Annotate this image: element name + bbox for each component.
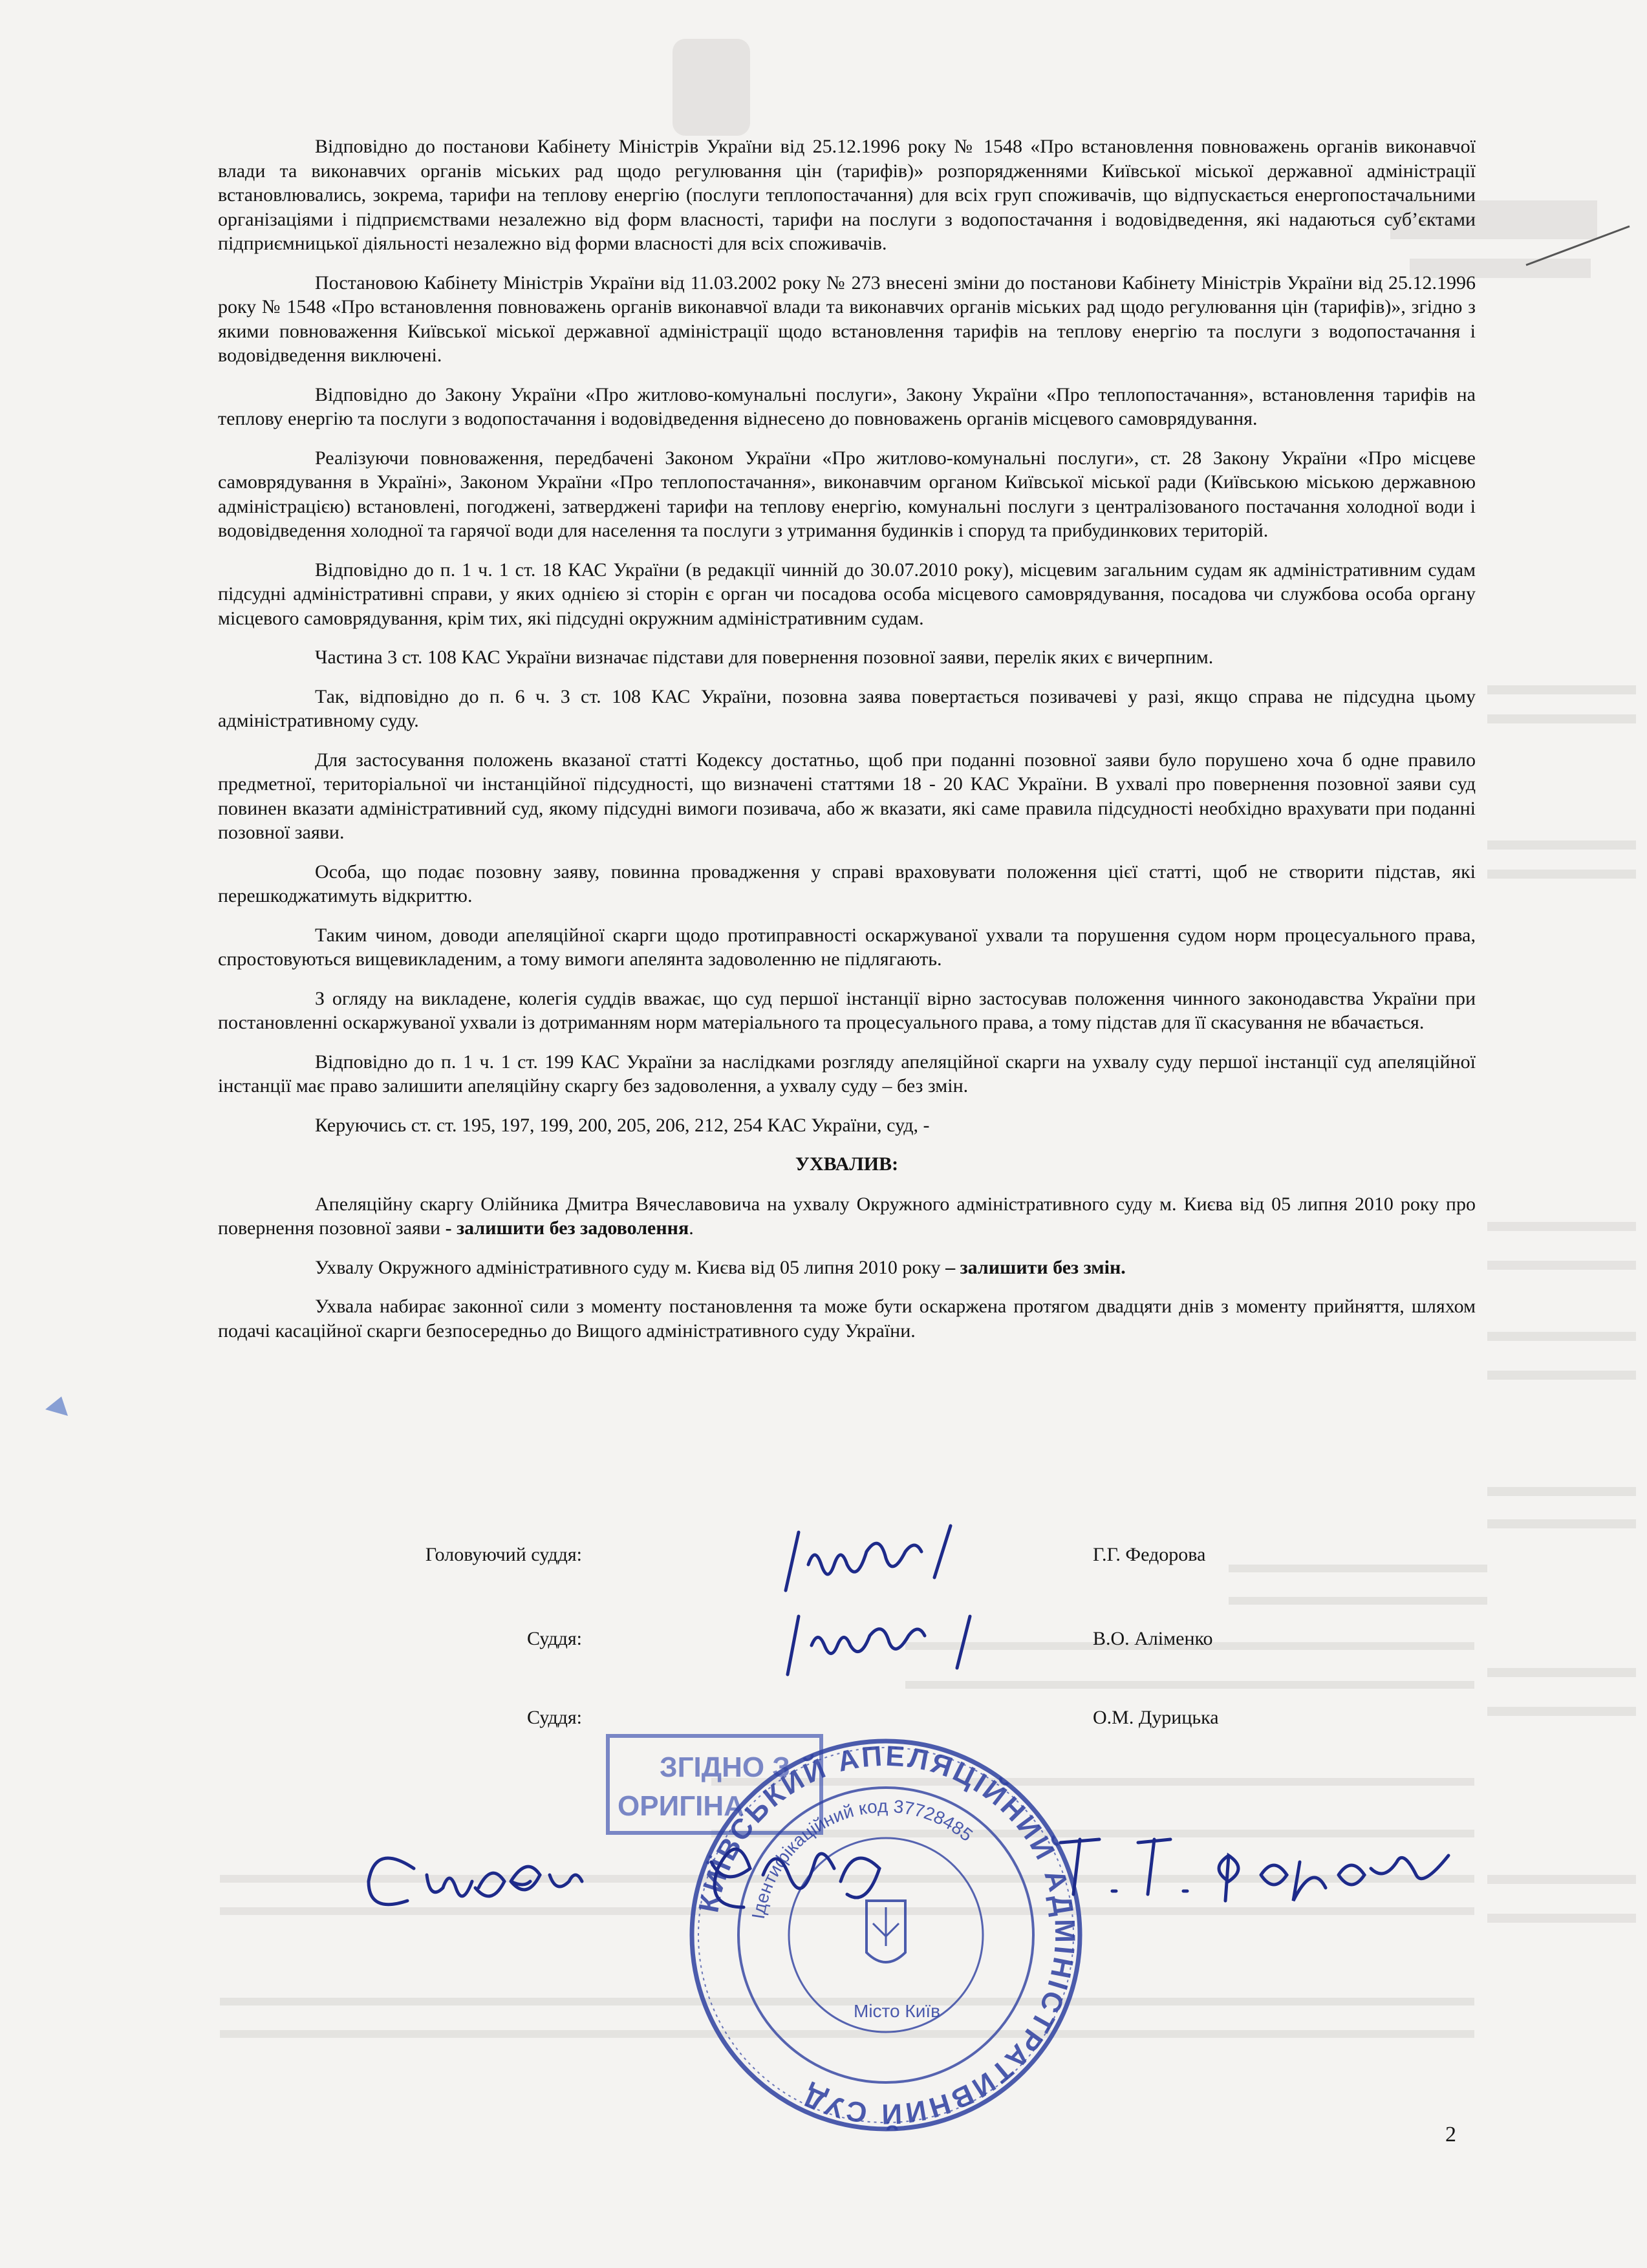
signature-title: Суддя:	[526, 1628, 582, 1649]
handwritten-certification	[369, 1839, 1448, 1907]
paragraph: Частина 3 ст. 108 КАС України визначає підстави для повернення позовної заяви, перелік яких є вичерпним.	[315, 647, 1214, 668]
svg-text:Ідентифікаційний код 37728485: Ідентифікаційний код 37728485	[748, 1795, 977, 1921]
resolution-paragraph-1	[218, 1192, 1476, 1241]
resolution-paragraph-2	[218, 1256, 1476, 1280]
svg-text:КИЇВСЬКИЙ АПЕЛЯЦІЙНИЙ АДМІНІСТ: КИЇВСЬКИЙ АПЕЛЯЦІЙНИЙ АДМІНІСТРАТИВНИЙ СУД	[693, 1740, 1081, 2130]
signature-name: Г.Г. Федорова	[1093, 1544, 1206, 1565]
copy-stamp	[608, 1736, 821, 1833]
signature-title: Суддя:	[526, 1707, 582, 1728]
paragraph: Відповідно до Закону України «Про житлово-комунальні послуги», Закону України «Про теплопостачання», встановлення тарифів на теплову енергію та послуги з водопостачання і водовідведення віднесено до повноважень органів місцевого самоврядування.	[218, 383, 1476, 429]
paragraph: Відповідно до постанови Кабінету Міністрів України від 25.12.1996 року № 1548 «Про встановлення повноважень органів виконавчої влади та виконавчих органів міських рад щодо регулювання цін (тарифів)» розпорядженнями Київської міської державної адміністрації встановлювались, зокрема, тарифи на теплову енергію (послуги теплопостачання) для всіх груп споживачів, що відпускається енергопостачальними організаціями і підприємствами незалежно від форм власності, тарифи на послуги з водопостачання і водовідведення, які надаються суб’єктами підприємницької діяльності незалежно від форми власності для всіх споживачів.	[218, 136, 1476, 254]
paragraph: Відповідно до п. 1 ч. 1 ст. 18 КАС України (в редакції чинній до 30.07.2010 року), місцевим загальним судам як адміністративним судам підсудні адміністративні справи, у яких однією зі сторін є орган чи посадова особа місцевого самоврядування, посадова чи службова особа органу місцевого самоврядування, крім тих, які підсудні окружним адміністративним судам.	[218, 559, 1476, 629]
svg-text:ОРИГІНА: ОРИГІНА	[618, 1790, 744, 1822]
signature-title: Головуючий суддя:	[425, 1544, 582, 1565]
paragraph: Особа, що подає позовну заяву, повинна провадження у справі враховувати положення цієї статті, щоб не створити підстав, які перешкоджатимуть відкриттю.	[218, 861, 1476, 906]
svg-text:ЗГІДНО З: ЗГІДНО З	[660, 1751, 790, 1783]
resolution-period: .	[689, 1217, 694, 1239]
court-seal	[692, 1740, 1081, 2131]
paragraph: Реалізуючи повноваження, передбачені Законом України «Про житлово-комунальні послуги», ст. 28 Закону України «Про місцеве самоврядування в Україні», Законом України «Про теплопостачання», виконавчим органом Київської міської ради (Київською міською державною адміністрацією) встановлені, погоджені, затверджені тарифи на теплову енергію, комунальні послуги з централізованого постачання холодної води і водовідведення холодної та гарячої води для населення та послуги з утримання будинків і споруд та прибудинкових територій.	[218, 447, 1476, 541]
signature-name: О.М. Дурицька	[1093, 1707, 1219, 1728]
ruling-body	[218, 134, 1476, 1358]
paragraph: Для застосування положень вказаної статті Кодексу достатньо, щоб при поданні позовної заяви було порушено хоча б одне правило предметної, територіальної чи інстанційної підсудності, що визначені статтями 18 - 20 КАС України. В ухвалі про повернення позовної заяви суд повинен вказати адміністративний суд, якому підсудні вимоги позивача, або ж вказати, які саме правила підсудності необхідно врахувати при поданні позовної заяви.	[218, 749, 1476, 843]
paragraph: Постановою Кабінету Міністрів України від 11.03.2002 року № 273 внесені зміни до постанови Кабінету Міністрів України від 25.12.1996 року № 1548 «Про встановлення повноважень органів виконавчої влади та виконавчих органів міських рад щодо регулювання цін (тарифів)», згідно з якими повноваження Київської міської державної адміністрації щодо встановлення тарифів на теплову енергію та послуги з водопостачання і водовідведення виключені.	[218, 272, 1476, 366]
page-number: 2	[1445, 2123, 1456, 2146]
paragraph: Керуючись ст. ст. 195, 197, 199, 200, 205, 206, 212, 254 КАС України, суд, -	[315, 1114, 930, 1136]
svg-text:Місто Київ: Місто Київ	[854, 2001, 941, 2021]
resolution-text: Ухвалу Окружного адміністративного суду м. Києва від 05 липня 2010 року	[315, 1256, 946, 1278]
handwritten-signature-mark	[786, 1526, 970, 1674]
resolution-text: Апеляційну скаргу Олійника Дмитра Вячеславовича на ухвалу Окружного адміністративного суду м. Києва від 05 липня 2010 року про повернення позовної заяви	[218, 1193, 1476, 1239]
resolution-heading-text: УХВАЛИВ:	[795, 1153, 899, 1175]
resolution-decision: - залишити без задоволення	[445, 1217, 689, 1239]
paragraph: Таким чином, доводи апеляційної скарги щодо протиправності оскаржуваної ухвали та порушення судом норм процесуального права, спростовуються вищевикладеним, а тому вимоги апелянта задоволенню не підлягають.	[218, 924, 1476, 970]
paragraph: З огляду на викладене, колегія суддів вважає, що суд першої інстанції вірно застосував положення чинного законодавства України при постановленні оскаржуваної ухвали із дотриманням норм матеріального та процесуального права, а тому підстав для її скасування не вбачається.	[218, 987, 1476, 1033]
paragraph: Так, відповідно до п. 6 ч. 3 ст. 108 КАС України, позовна заява повертається позивачеві у разі, якщо справа не підсудна цьому адміністративному суду.	[218, 685, 1476, 731]
resolution-heading	[218, 1152, 1476, 1177]
signature-name: В.О. Аліменко	[1093, 1628, 1213, 1649]
resolution-decision: – залишити без змін.	[945, 1256, 1126, 1278]
resolution-paragraph-3: Ухвала набирає законної сили з моменту постановлення та може бути оскаржена протягом двадцяти днів з моменту прийняття, шляхом подачі касаційної скарги безпосередньо до Вищого адміністративного суду України.	[218, 1296, 1476, 1342]
paragraph: Відповідно до п. 1 ч. 1 ст. 199 КАС України за наслідками розгляду апеляційної скарги на ухвалу суду першої інстанції суд апеляційної інстанції має право залишити апеляційну скаргу без задоволення, а ухвалу суду – без змін.	[218, 1051, 1476, 1097]
